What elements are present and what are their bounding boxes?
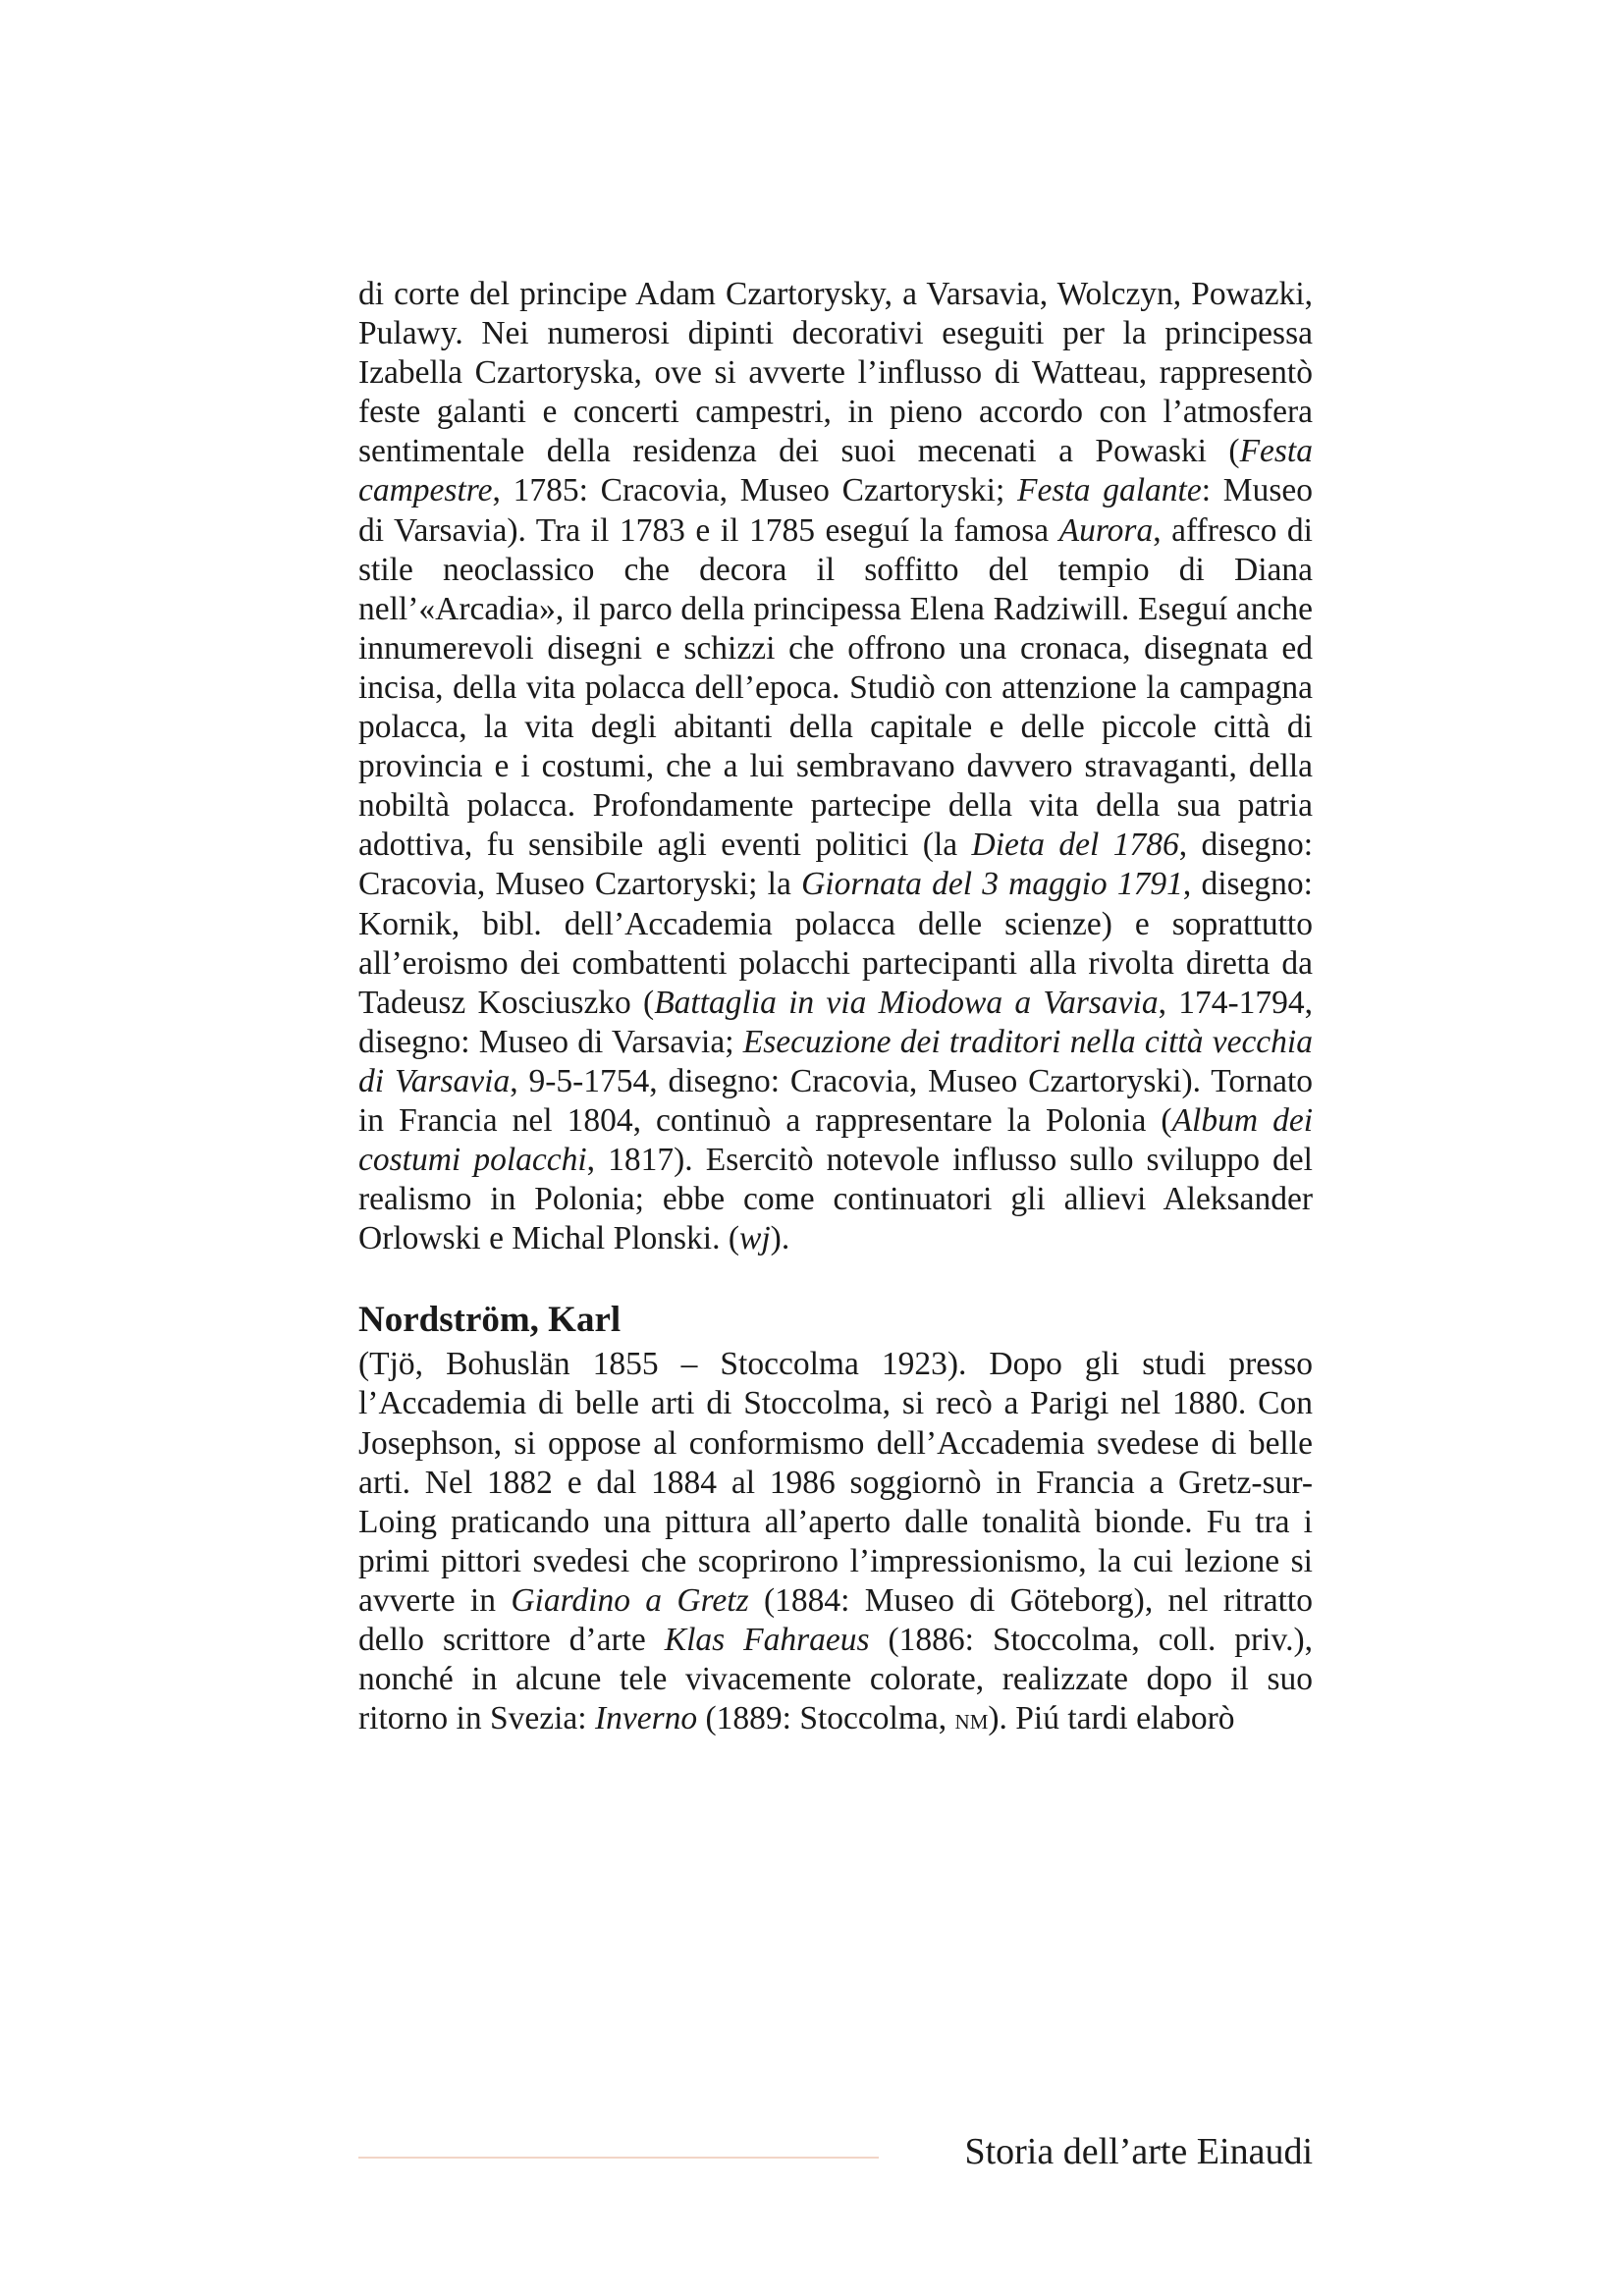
text-run: ). [770, 1220, 790, 1257]
text-run: (1884: Museo di Göteborg), nel ritratto dello scrittore d’arte [358, 1581, 1313, 1658]
text-run: , affresco di stile neoclassico che decora il soffitto del tempio di Diana nell’«Arcadia», il parco della principessa Elena Radziwill. Eseguí anche innumerevoli disegni e schizzi che offrono una cronaca, disegnata ed incisa, della vita polacca dell’epoca. Studiò con attenzione la campagna polacca, la vita degli abitanti della capitale e delle piccole città di provincia e i costumi, che a lui sembravano davvero stravaganti, della nobiltà polacca. Profondamente partecipe della vita della sua patria adottiva, fu sensibile agli eventi politici (la [358, 511, 1313, 864]
page-body [358, 275, 1313, 1739]
text-run: (Tjö, Bohuslän 1855 – Stoccolma 1923). Dopo gli studi presso l’Accademia di belle arti di Stoccolma, si recò a Parigi nel 1880. Con Josephson, si oppose al conformismo dell’Accademia svedese di belle arti. Nel 1882 e dal 1884 al 1986 soggiornò in Francia a Gretz-sur-Loing praticando una pittura all’aperto dalle tonalità bionde. Fu tra i primi pittori svedesi che scoprirono l’impressionismo, la cui lezione si avverte in [358, 1346, 1313, 1619]
text-run: (1886: Stoccolma, coll. priv.), nonché in alcune tele vivacemente colorate, realizzate dopo il suo ritorno in Svezia: [358, 1622, 1313, 1737]
italic-text: Festa campestre [358, 433, 1313, 509]
text-run: ). Piú tardi elaborò [988, 1700, 1235, 1737]
entry-heading: Nordström, Karl [358, 1300, 622, 1341]
text-run: , 174-1794, disegno: Museo di Varsavia; [358, 984, 1313, 1060]
text-run: , 1817). Esercitò notevole influsso sullo sviluppo del realismo in Polonia; ebbe come continuatori gli allievi Aleksander Orlowski e Michal Plonski. ( [358, 1142, 1313, 1257]
text-run: di corte del principe Adam Czartorysky, a Varsavia, Wolczyn, Powazki, Pulawy. Nei numerosi dipinti decorativi eseguiti per la principessa Izabella Czartoryska, ove si avverte l’influsso di Watteau, rappresentò feste galanti e concerti campestri, in pieno accordo con l’atmosfera sentimentale della residenza dei suoi mecenati a Powaski ( [358, 276, 1313, 470]
text-run: , disegno: Cracovia, Museo Czartoryski; la [358, 827, 1313, 903]
text-run: : Museo di Varsavia). Tra il 1783 e il 1785 eseguí la famosa [358, 472, 1313, 549]
italic-text: Giornata del 3 maggio 1791 [801, 866, 1183, 903]
text-run: nm [954, 1703, 989, 1736]
text-run: , 1785: Cracovia, Museo Czartoryski; [492, 472, 1018, 509]
italic-text: Battaglia in via Miodowa a Varsavia [654, 984, 1159, 1021]
text-run: (1889: Stoccolma, [697, 1700, 955, 1737]
italic-text: Klas Fahraeus [664, 1622, 870, 1658]
text-run: , 9-5-1754, disegno: Cracovia, Museo Czartoryski). Tornato in Francia nel 1804, continuò a rappresentare la Polonia ( [358, 1062, 1313, 1139]
italic-text: Dieta del 1786 [971, 827, 1179, 864]
italic-text: Giardino a Gretz [511, 1581, 749, 1619]
italic-text: Festa galante [1017, 472, 1202, 509]
text-run: , disegno: Kornik, bibl. dell’Accademia polacca delle scienze) e soprattutto all’eroismo dei combattenti polacchi partecipanti alla rivolta diretta da Tadeusz Kosciuszko ( [358, 866, 1313, 1021]
entry-paragraph [358, 275, 1313, 1258]
footer-rule [358, 2157, 879, 2159]
footer-title: Storia dell’arte Einaudi [964, 2131, 1313, 2172]
italic-text: Aurora [1058, 511, 1154, 549]
italic-text: Album dei costumi polacchi [358, 1101, 1314, 1179]
entry-paragraph [358, 1345, 1313, 1739]
italic-text: wj [739, 1220, 771, 1257]
italic-text: Inverno [594, 1700, 698, 1737]
italic-text: Esecuzione dei traditori nella città vecchia di Varsavia [358, 1023, 1313, 1099]
